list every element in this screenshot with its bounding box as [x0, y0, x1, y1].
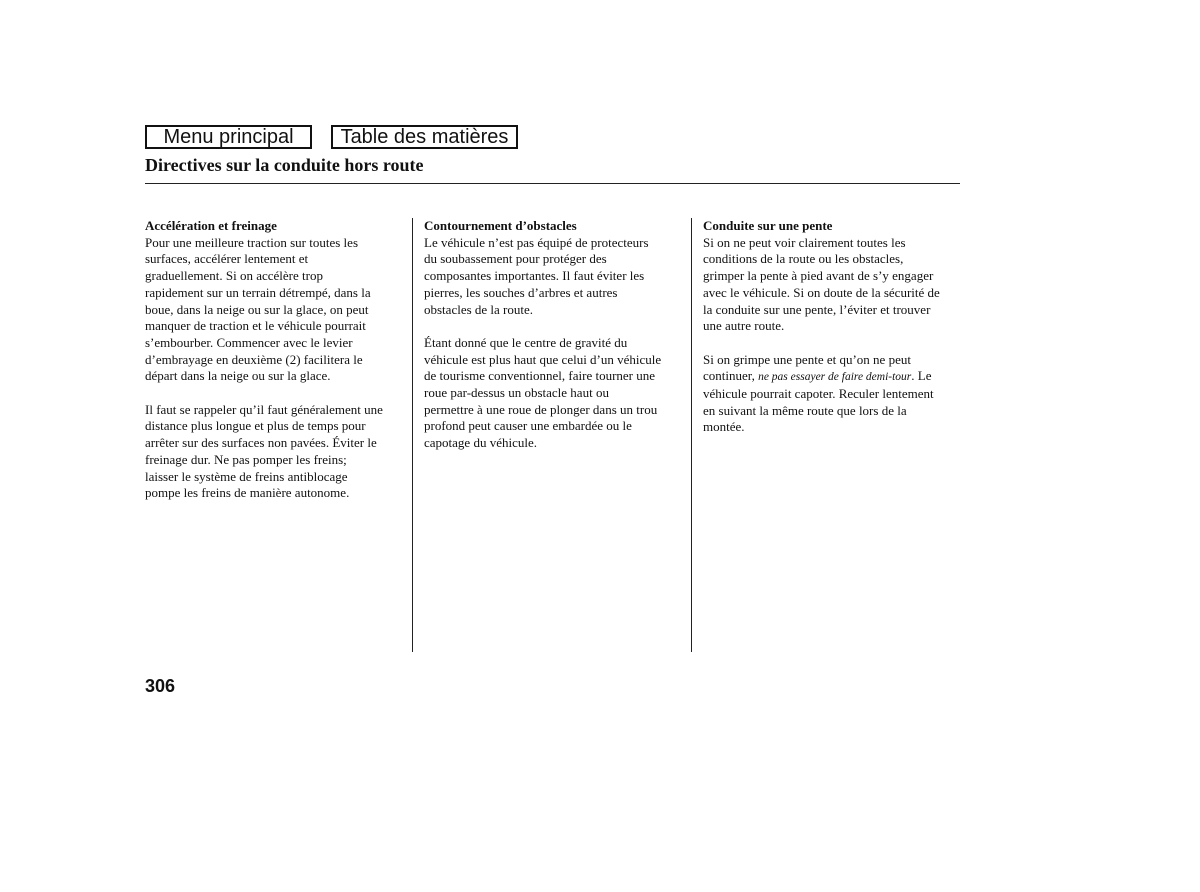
italic-warning: ne pas essayer de faire demi-tour: [758, 371, 912, 384]
title-divider: [145, 183, 960, 184]
paragraph: Le véhicule n’est pas équipé de protecteurs du soubassement pour protéger des composantes importantes. Il faut éviter les pierres, les souches d’arbres et autres obstacles de la route.: [424, 234, 649, 317]
paragraph: Étant donné que le centre de gravité du véhicule est plus haut que celui d’un véhicule de tourisme conventionnel, faire tourner une roue par-dessus un obstacle haut ou permettre à une roue de plonger dans un trou profond peut causer une embardée ou le capotage du véhicule.: [424, 334, 662, 451]
paragraph-text: . Le véhicule pourrait capoter. Reculer lentement en suivant la même route que lors de la montée.: [703, 368, 934, 435]
section-heading-obstacles: Contournement d’obstacles: [424, 218, 577, 233]
page-title: Directives sur la conduite hors route: [145, 155, 424, 175]
section-heading-acceleration: Accélération et freinage: [145, 218, 277, 233]
paragraph: Il faut se rappeler qu’il faut généralement une distance plus longue et plus de temps pour arrêter sur des surfaces non pavées. Éviter le freinage dur. Ne pas pomper les freins; laisser le système de freins antiblocage pompe les freins de manière autonome.: [145, 401, 383, 501]
section-heading-pente: Conduite sur une pente: [703, 218, 833, 233]
table-des-matieres-button[interactable]: Table des matières: [331, 125, 518, 149]
column-divider: [412, 218, 413, 652]
paragraph-text: Si on grimpe une pente et qu’on ne peut continuer,: [703, 351, 911, 384]
column-obstacles: [424, 218, 682, 469]
paragraph: Si on ne peut voir clairement toutes les conditions de la route ou les obstacles, grimper la pente à pied avant de s’y engager avec le véhicule. Si on doute de la sécurité de la conduite sur une pente, l’éviter et trouver une autre route.: [703, 234, 940, 334]
column-pente: [703, 218, 961, 453]
column-divider: [691, 218, 692, 652]
page-number: 306: [145, 676, 176, 696]
column-acceleration: [145, 218, 403, 519]
menu-principal-button[interactable]: Menu principal: [145, 125, 312, 149]
paragraph: [703, 352, 961, 437]
paragraph: Pour une meilleure traction sur toutes les surfaces, accélérer lentement et graduellement. Si on accélère trop rapidement sur un terrain détrempé, dans la boue, dans la neige ou sur la glace, on peut manquer de traction et le véhicule pourrait s’embourber. Commencer avec le levier d’embrayage en deuxième (2) facilitera le départ dans la neige ou sur la glace.: [145, 234, 371, 384]
